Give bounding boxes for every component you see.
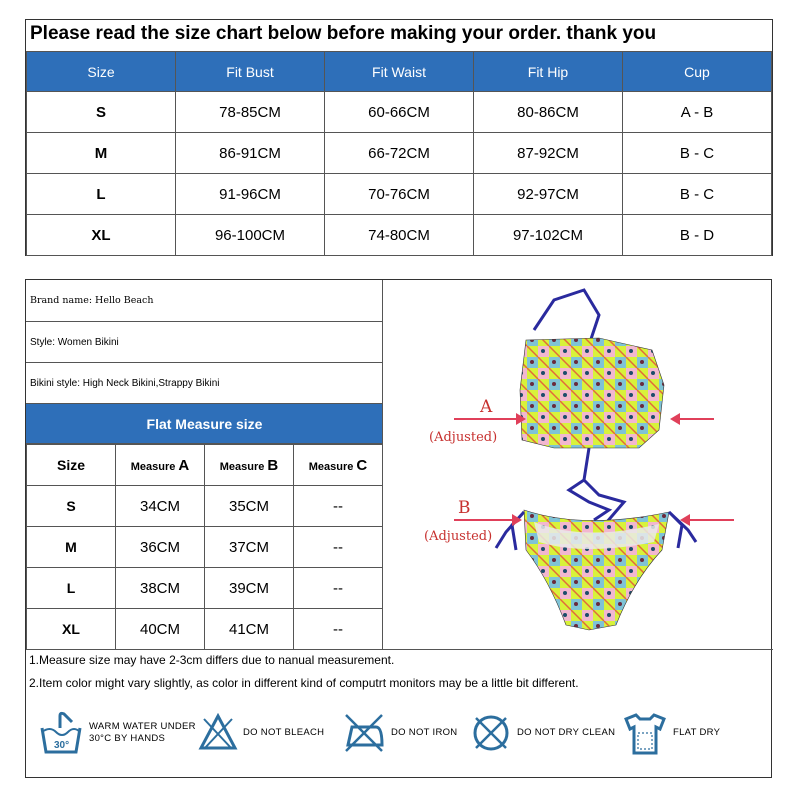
table-row (27, 215, 772, 256)
header-cup: Cup (623, 52, 772, 92)
bust-cell: 86-91CM (176, 133, 325, 174)
measure-b-cell: 41CM (205, 609, 294, 650)
style-info: Style: Women Bikini (26, 322, 383, 363)
measure-b-cell: 39CM (205, 568, 294, 609)
measure-c-cell: -- (294, 609, 383, 650)
no-dry-clean-icon (470, 712, 512, 754)
waist-cell: 70-76CM (325, 174, 474, 215)
cup-cell: A - B (623, 92, 772, 133)
label-a: A (480, 397, 493, 417)
size-cell: S (27, 92, 176, 133)
size-cell: L (27, 568, 116, 609)
measure-c-cell: -- (294, 568, 383, 609)
size-cell: L (27, 174, 176, 215)
cup-cell: B - D (623, 215, 772, 256)
no-bleach-icon (198, 713, 238, 753)
size-cell: XL (27, 215, 176, 256)
no-iron-label: DO NOT IRON (391, 727, 458, 738)
care-hand-wash (38, 708, 196, 758)
care-no-bleach (198, 708, 324, 758)
adjusted-b-label: (Adjusted) (424, 529, 493, 544)
cup-cell: B - C (623, 133, 772, 174)
wash-temp: 30° (54, 740, 70, 751)
measure-letter: A (178, 456, 190, 474)
measure-letter: C (356, 456, 368, 474)
size-chart-table (26, 51, 772, 256)
header-measure-c (294, 445, 383, 486)
product-details (25, 279, 772, 778)
hip-cell: 92-97CM (474, 174, 623, 215)
bust-cell: 91-96CM (176, 174, 325, 215)
header-fit-hip: Fit Hip (474, 52, 623, 92)
flat-measure-table (26, 444, 383, 650)
care-no-iron (342, 708, 457, 758)
column-divider (382, 280, 383, 649)
neck-strap (534, 290, 599, 345)
brand-name: Brand name: Hello Beach (26, 280, 383, 322)
table-row (27, 133, 772, 174)
size-cell: S (27, 486, 116, 527)
measure-b-cell: 37CM (205, 527, 294, 568)
header-size: Size (27, 52, 176, 92)
hip-cell: 87-92CM (474, 133, 623, 174)
waist-cell: 60-66CM (325, 92, 474, 133)
no-dry-clean-label: DO NOT DRY CLEAN (517, 727, 616, 738)
table-row (27, 527, 383, 568)
measure-prefix: Measure (308, 460, 357, 473)
table-row (27, 92, 772, 133)
care-no-dry-clean (470, 708, 615, 758)
measure-letter: B (267, 456, 279, 474)
hip-cell: 80-86CM (474, 92, 623, 133)
size-cell: XL (27, 609, 116, 650)
back-strap (569, 448, 624, 523)
measure-b-cell: 35CM (205, 486, 294, 527)
header-measure-b (205, 445, 294, 486)
header-measure-a (116, 445, 205, 486)
bust-cell: 78-85CM (176, 92, 325, 133)
measure-a-cell: 36CM (116, 527, 205, 568)
hand-wash-icon (38, 710, 84, 756)
divider (26, 649, 773, 650)
measure-prefix: Measure (130, 460, 179, 473)
hand-wash-label (89, 721, 196, 745)
note-color: 2.Item color might vary slightly, as color in different kind of computrt monitors may be a little bit different. (29, 676, 579, 690)
table-row (27, 174, 772, 215)
hip-cell: 97-102CM (474, 215, 623, 256)
hand-wash-line-1: WARM WATER UNDER (89, 721, 196, 732)
table-row (27, 486, 383, 527)
flat-measure-header-row (27, 445, 383, 486)
no-bleach-label: DO NOT BLEACH (243, 727, 325, 738)
measure-prefix: Measure (219, 460, 268, 473)
flat-dry-label: FLAT DRY (673, 727, 721, 738)
header-fit-waist: Fit Waist (325, 52, 474, 92)
bikini-illustration (384, 280, 773, 649)
size-chart (25, 19, 773, 256)
left-tie (496, 512, 524, 550)
table-row (27, 568, 383, 609)
bikini-top (520, 338, 664, 448)
table-row (27, 609, 383, 650)
size-chart-header-row (27, 52, 772, 92)
care-flat-dry (622, 708, 720, 758)
note-measurement: 1.Measure size may have 2-3cm differs due to nanual measurement. (29, 653, 395, 667)
no-iron-icon (342, 711, 386, 755)
bikini-style-info: Bikini style: High Neck Bikini,Strappy Bikini (26, 363, 383, 404)
waist-cell: 74-80CM (325, 215, 474, 256)
measure-c-cell: -- (294, 486, 383, 527)
right-tie (669, 512, 696, 548)
label-b: B (458, 498, 471, 518)
measure-a-cell: 40CM (116, 609, 205, 650)
header-fit-bust: Fit Bust (176, 52, 325, 92)
cup-cell: B - C (623, 174, 772, 215)
bust-cell: 96-100CM (176, 215, 325, 256)
size-chart-title: Please read the size chart below before making your order. thank you (30, 23, 657, 44)
size-cell: M (27, 133, 176, 174)
header-size: Size (27, 445, 116, 486)
size-cell: M (27, 527, 116, 568)
measure-a-cell: 34CM (116, 486, 205, 527)
adjusted-a-label: (Adjusted) (429, 430, 498, 445)
bikini-drawing (384, 280, 773, 649)
flat-dry-icon (622, 711, 668, 755)
flat-measure-title: Flat Measure size (26, 404, 383, 444)
measure-c-cell: -- (294, 527, 383, 568)
hand-wash-line-2: 30°C BY HANDS (89, 733, 166, 744)
measure-a-cell: 38CM (116, 568, 205, 609)
waist-cell: 66-72CM (325, 133, 474, 174)
